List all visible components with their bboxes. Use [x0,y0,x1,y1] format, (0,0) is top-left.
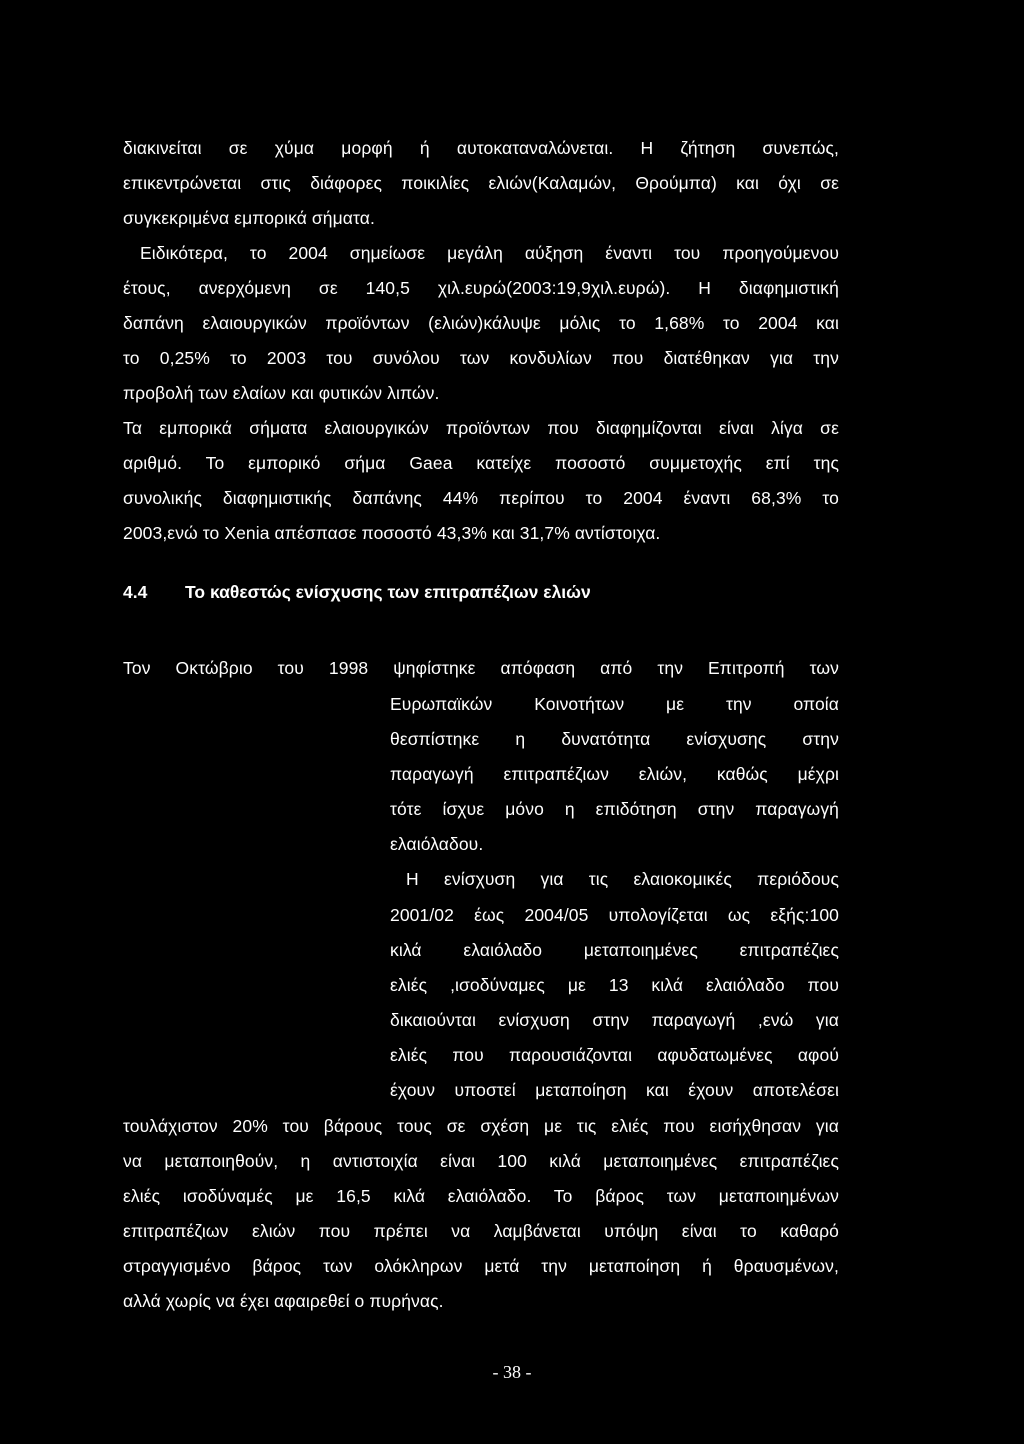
column-line: θεσπίστηκε η δυνατότητα ενίσχυσης στην [390,729,839,749]
paragraph-line: Ειδικότερα, το 2004 σημείωσε μεγάλη αύξηση έναντι του προηγούμενου [140,243,839,263]
paragraph-line: το 0,25% το 2003 του συνόλου των κονδυλίων που διατέθηκαν για την [123,348,839,368]
paragraph-line: Τα εμπορικά σήματα ελαιουργικών προϊόντων που διαφημίζονται είναι λίγα σε [123,418,839,438]
column-line: κιλά ελαιόλαδο μεταποιημένες επιτραπέζιες [390,940,839,960]
column-line: ελιές ,ισοδύναμες με 13 κιλά ελαιόλαδο που [390,975,839,995]
paragraph-line: αλλά χωρίς να έχει αφαιρεθεί ο πυρήνας. [123,1291,444,1311]
paragraph-line: διακινείται σε χύμα μορφή ή αυτοκαταναλώνεται. Η ζήτηση συνεπώς, [123,138,839,158]
paragraph-line: στραγγισμένο βάρος των ολόκληρων μετά την μεταποίηση ή θραυσμένων, [123,1256,839,1276]
column-line: δικαιούνται ενίσχυση στην παραγωγή ,ενώ για [390,1010,839,1030]
column-line: Ευρωπαϊκών Κοινοτήτων με την οποία [390,694,839,714]
paragraph-line: προβολή των ελαίων και φυτικών λιπών. [123,383,440,403]
column-line: παραγωγή επιτραπέζιων ελιών, καθώς μέχρι [390,764,839,784]
paragraph-line: Τον Οκτώβριο του 1998 ψηφίστηκε απόφαση από την Επιτροπή των [123,658,839,678]
section-title: Το καθεστώς ενίσχυσης των επιτραπέζιων ελιών [185,582,591,602]
paragraph-line: συνολικής διαφημιστικής δαπάνης 44% περίπου το 2004 έναντι 68,3% το [123,488,839,508]
paragraph-line: τουλάχιστον 20% του βάρους τους σε σχέση με τις ελιές που εισήχθησαν για [123,1116,839,1136]
paragraph-line: ελιές ισοδύναμές με 16,5 κιλά ελαιόλαδο. Το βάρος των μεταποιημένων [123,1186,839,1206]
page-number: - 38 - [492,1362,532,1382]
paragraph-line: επιτραπέζιων ελιών που πρέπει να λαμβάνεται υπόψη είναι το καθαρό [123,1221,839,1241]
paragraph-line: αριθμό. Το εμπορικό σήμα Gaea κατείχε ποσοστό συμμετοχής επί της [123,453,839,473]
column-line: ελιές που παρουσιάζονται αφυδατωμένες αφού [390,1045,839,1065]
column-line: Η ενίσχυση για τις ελαιοκομικές περιόδους [406,869,839,889]
paragraph-line: να μεταποιηθούν, η αντιστοιχία είναι 100 κιλά μεταποιημένες επιτραπέζιες [123,1151,839,1171]
column-line: τότε ίσχυε μόνο η επιδότηση στην παραγωγή [390,799,839,819]
paragraph-line: επικεντρώνεται στις διάφορες ποικιλίες ελιών(Καλαμών, Θρούμπα) και όχι σε [123,173,839,193]
column-line: 2001/02 έως 2004/05 υπολογίζεται ως εξής:100 [390,905,839,925]
column-line: ελαιόλαδου. [390,834,484,854]
paragraph-line: συγκεκριμένα εμπορικά σήματα. [123,208,375,228]
paragraph-line: 2003,ενώ το Xenia απέσπασε ποσοστό 43,3% και 31,7% αντίστοιχα. [123,523,661,543]
section-heading [123,580,591,604]
column-line: έχουν υποστεί μεταποίηση και έχουν αποτελέσει [390,1080,839,1100]
paragraph-line: έτους, ανερχόμενη σε 140,5 χιλ.ευρώ(2003:19,9χιλ.ευρώ). Η διαφημιστική [123,278,839,298]
paragraph-line: δαπάνη ελαιουργικών προϊόντων (ελιών)κάλυψε μόλις το 1,68% το 2004 και [123,313,839,333]
section-number: 4.4 [123,582,148,602]
